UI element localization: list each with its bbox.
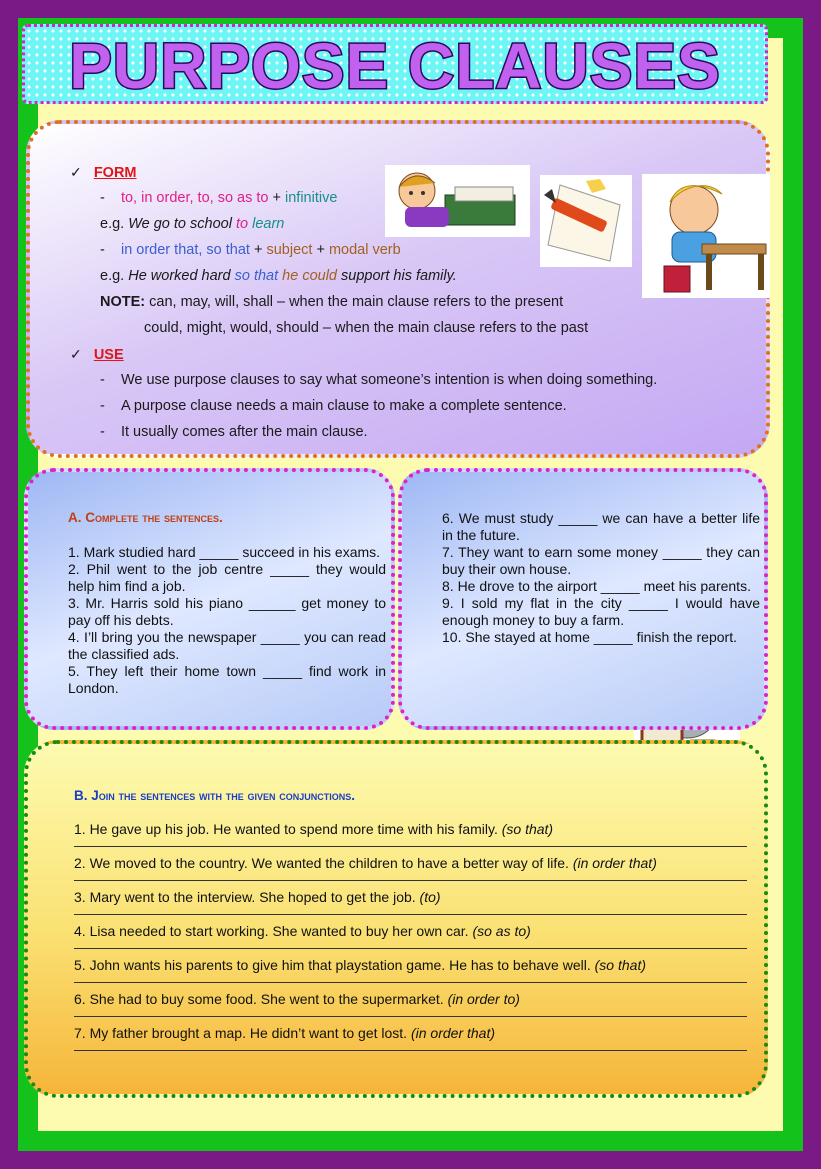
exercise-a-item: 7. They want to earn some money _____ they can buy their own house.	[442, 544, 760, 577]
example-1-to: to	[235, 216, 249, 232]
page-title: PURPOSE CLAUSES	[69, 30, 721, 102]
rule-2-tail: modal verb	[328, 242, 401, 258]
exercise-a-right-list	[442, 510, 760, 646]
use-heading-row	[70, 346, 124, 363]
exercise-b-hint: (in order that)	[572, 855, 657, 871]
exercise-a-item: 10. She stayed at home _____ finish the report.	[442, 629, 737, 645]
exercise-b-sentence: 2. We moved to the country. We wanted the children to have a better way of life.	[74, 855, 569, 871]
example-2-main: He worked hard	[128, 268, 231, 284]
rule-1-words: to, in order, to, so as to	[120, 190, 269, 206]
use-item-text: It usually comes after the main clause.	[120, 424, 368, 440]
exercise-b-item	[74, 957, 646, 973]
exercise-a-left-list	[68, 544, 386, 697]
rule-2-words: in order that, so that	[120, 242, 250, 258]
example-2-modal: he could	[282, 268, 337, 284]
answer-line[interactable]	[74, 846, 747, 847]
exercise-a-item: 1. Mark studied hard _____ succeed in his exams.	[68, 544, 381, 560]
exercise-b-sentence: 4. Lisa needed to start working. She wanted to buy her own car.	[74, 923, 469, 939]
form-rule-1	[100, 190, 337, 206]
plus: +	[272, 190, 281, 206]
use-item-text: We use purpose clauses to say what someone’s intention is when doing something.	[120, 372, 658, 388]
student-desk-icon	[642, 174, 770, 298]
note-line-2	[144, 320, 588, 336]
note-line-1	[100, 294, 563, 310]
example-1-verb: learn	[252, 216, 285, 232]
exercise-b-item	[74, 1025, 495, 1041]
exercise-b-heading: B. Join the sentences with the given conjunctions.	[74, 788, 356, 803]
plus: +	[253, 242, 263, 258]
exercise-b-sentence: 6. She had to buy some food. She went to the supermarket.	[74, 991, 444, 1007]
form-example-2	[100, 268, 457, 284]
exercise-a-item: 3. Mr. Harris sold his piano ______ get money to pay off his debts.	[68, 595, 386, 628]
exercise-b-hint: (in order that)	[410, 1025, 496, 1041]
exercise-b-item	[74, 855, 657, 871]
note-present: can, may, will, shall – when the main clause refers to the present	[149, 294, 564, 310]
use-heading: USE	[93, 347, 124, 363]
student-reading-icon	[385, 165, 530, 237]
title-banner	[22, 24, 768, 104]
exercise-b-hint: (so that)	[501, 821, 554, 837]
exercise-a-item: 2. Phil went to the job centre _____ they would help him find a job.	[68, 561, 386, 594]
exercise-b-box	[24, 740, 768, 1098]
answer-line[interactable]	[74, 1050, 747, 1051]
example-1-main: We go to school	[128, 216, 232, 232]
answer-line[interactable]	[74, 982, 747, 983]
form-heading-row	[70, 164, 137, 181]
form-rule-2	[100, 242, 401, 258]
check-icon: ✓	[70, 164, 82, 180]
form-example-1	[100, 216, 284, 232]
exercise-b-sentence: 7. My father brought a map. He didn’t want to get lost.	[74, 1025, 408, 1041]
rule-2-subject: subject	[266, 242, 313, 258]
note-past: could, might, would, should – when the main clause refers to the past	[144, 320, 589, 336]
exercise-a-heading: A. Complete the sentences.	[68, 510, 223, 525]
rule-1-tail: infinitive	[285, 190, 338, 206]
exercise-b-hint: (so that)	[594, 957, 646, 973]
dash: -	[100, 190, 105, 206]
exercise-b-item	[74, 923, 531, 939]
exercise-b-item	[74, 991, 520, 1007]
use-item: - It usually comes after the main clause.	[100, 424, 368, 440]
exercise-a-item: 8. He drove to the airport _____ meet his parents.	[442, 578, 751, 594]
exercise-b-sentence: 5. John wants his parents to give him that playstation game. He has to behave well.	[74, 957, 591, 973]
exercise-a-item: 6. We must study _____ we can have a better life in the future.	[442, 510, 760, 543]
exercise-a-item: 4. I’ll bring you the newspaper _____ you can read the classified ads.	[68, 629, 386, 662]
dash: -	[100, 242, 105, 258]
exercise-b-hint: (so as to)	[472, 923, 531, 939]
answer-line[interactable]	[74, 1016, 747, 1017]
example-2-conj: so that	[234, 268, 279, 284]
exercise-b-item	[74, 821, 553, 837]
form-heading: FORM	[93, 165, 137, 181]
exercise-b-hint: (to)	[419, 889, 441, 905]
eg-prefix: e.g.	[100, 268, 125, 284]
exercise-b-sentence: 1. He gave up his job. He wanted to spend more time with his family.	[74, 821, 498, 837]
answer-line[interactable]	[74, 914, 747, 915]
exercise-a-right-box	[398, 468, 768, 730]
use-item: - A purpose clause needs a main clause to make a complete sentence.	[100, 398, 567, 414]
exercise-a-left-box	[24, 468, 395, 730]
note-label: NOTE:	[100, 294, 146, 310]
use-item: - We use purpose clauses to say what someone’s intention is when doing something.	[100, 372, 658, 388]
answer-line[interactable]	[74, 880, 747, 881]
use-item-text: A purpose clause needs a main clause to make a complete sentence.	[120, 398, 567, 414]
eg-prefix: e.g.	[100, 216, 125, 232]
exercise-a-item: 9. I sold my flat in the city _____ I would have enough money to buy a farm.	[442, 595, 760, 628]
answer-line[interactable]	[74, 948, 747, 949]
exercise-a-item: 5. They left their home town _____ find work in London.	[68, 663, 386, 696]
pencil-paper-icon	[540, 175, 632, 267]
plus: +	[316, 242, 325, 258]
exercise-b-hint: (in order to)	[447, 991, 520, 1007]
exercise-b-sentence: 3. Mary went to the interview. She hoped to get the job.	[74, 889, 416, 905]
exercise-b-item	[74, 889, 441, 905]
example-2-rest: support his family.	[341, 268, 457, 284]
check-icon: ✓	[70, 346, 82, 362]
